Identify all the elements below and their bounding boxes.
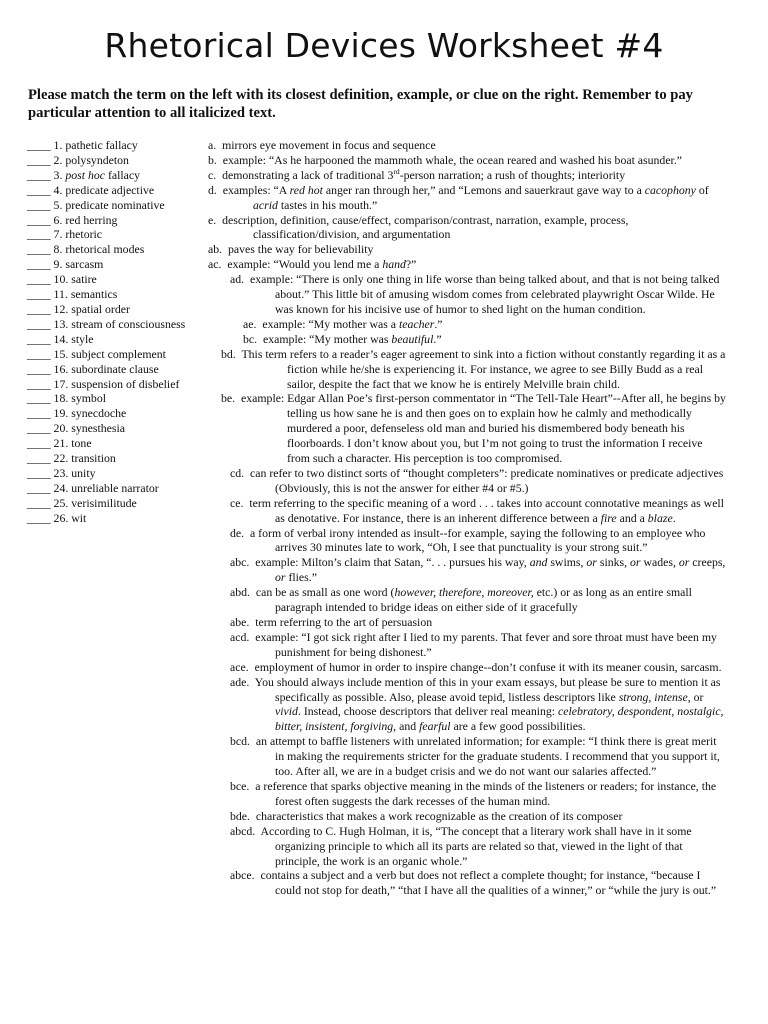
answer-blank: ____ <box>27 301 51 316</box>
answer-blank: ____ <box>27 227 51 242</box>
terms-list <box>27 138 207 526</box>
term-number: 7. <box>53 227 63 242</box>
answer-blank: ____ <box>27 510 51 525</box>
term-label: predicate adjective <box>65 182 155 197</box>
definition-bce <box>208 779 728 809</box>
term-number: 3. <box>53 167 63 182</box>
answer-blank: ____ <box>27 331 51 346</box>
term-number: 15. <box>53 346 69 361</box>
definition-ce <box>208 496 728 526</box>
term-label: tone <box>71 436 92 451</box>
def-text: According to C. Hugh Holman, it is, “The concept that a literary work shall have in it some organizing principle to which all its parts are related so that, viewed in the light of that principle, the work is an organic whole.” <box>260 823 692 868</box>
term-number: 19. <box>53 406 69 421</box>
def-text: example: “My mother was a <box>262 316 399 331</box>
def-letter: abcd. <box>230 823 256 838</box>
term-label: subordinate clause <box>71 361 159 376</box>
def-letter: be. <box>221 391 236 406</box>
def-text: can refer to two distinct sorts of “thought completers”: predicate nominatives or predicate adjectives (Obviously, this is not the answer for either #4 or #5.) <box>250 465 724 495</box>
def-letter: e. <box>208 212 217 227</box>
term-number: 26. <box>53 510 69 525</box>
definition-cd <box>208 466 728 496</box>
term-label: style <box>71 331 94 346</box>
term-item <box>27 168 207 183</box>
def-text: -person narration; a rush of thoughts; interiority <box>399 167 626 182</box>
definition-ade <box>208 675 728 735</box>
def-text: an attempt to baffle listeners with unrelated information; for example: “I think there is great merit in making the requirements stricter for the graduate students. I recommend that you support it, too. After all, we are in a budget crisis and we do not want our salaries affected.” <box>255 734 720 779</box>
def-letter: c. <box>208 167 217 182</box>
definition-d <box>208 183 728 213</box>
def-text: or <box>690 689 704 704</box>
term-label: red herring <box>65 212 118 227</box>
def-text: employment of humor in order to inspire change--don’t confuse it with its meaner cousin, sarcasm. <box>254 659 722 674</box>
def-text: example: “As he harpooned the mammoth whale, the ocean reared and washed his boat asunder.” <box>222 152 683 167</box>
def-italic: cacophony <box>644 182 696 197</box>
def-text: description, definition, cause/effect, comparison/contrast, narration, example, process, classification/division, and argumentation <box>222 212 629 242</box>
term-label: synecdoche <box>71 406 127 421</box>
term-number: 4. <box>53 182 63 197</box>
def-italic: fire <box>600 510 617 525</box>
definition-bde <box>208 809 728 824</box>
def-italic: vivid <box>275 704 298 719</box>
definition-be <box>208 391 728 466</box>
def-text: This term refers to a reader’s eager agreement to sink into a fiction without constantly regarding it as a fiction while he/she is experiencing it. For instance, we agree to see Billy Budd as a real sailor, despite the fact that we know he is entirely Melville brain child. <box>241 346 726 391</box>
def-text: characteristics that makes a work recognizable as the creation of its composer <box>255 808 623 823</box>
term-item <box>27 451 207 466</box>
term-item <box>27 377 207 392</box>
def-text: example: “I got sick right after I lied to my parents. That fever and sore throat must have been my punishment for being dishonest.” <box>255 629 717 659</box>
answer-blank: ____ <box>27 391 51 406</box>
def-letter: a. <box>208 138 217 152</box>
def-text: swims, <box>547 555 587 570</box>
def-text: are a few good possibilities. <box>450 719 586 734</box>
definition-de <box>208 526 728 556</box>
term-label: symbol <box>71 391 106 406</box>
def-text: . <box>672 510 676 525</box>
answer-blank: ____ <box>27 152 51 167</box>
def-text: demonstrating a lack of traditional 3 <box>222 167 394 182</box>
term-label: satire <box>71 272 97 287</box>
term-label: spatial order <box>71 301 130 316</box>
answer-blank: ____ <box>27 376 51 391</box>
answer-blank: ____ <box>27 316 51 331</box>
def-text: and <box>396 719 420 734</box>
term-item <box>27 481 207 496</box>
term-label: polysyndeton <box>65 152 129 167</box>
def-text: tastes in his mouth.” <box>277 197 378 212</box>
term-number: 12. <box>53 301 69 316</box>
term-number: 5. <box>53 197 63 212</box>
def-letter: ac. <box>208 257 222 272</box>
term-number: 11. <box>53 287 68 302</box>
def-text: example: Edgar Allan Poe’s first-person commentator in “The Tell-Tale Heart”--After all, he begins by telling us how sane he is and then goes on to explain how he calmly and methodically murdered a poor, defenseless old man and buried his dismembered body beneath his floorboards. I don’t know about you, but I’m not going to trust the information I receive from such a character. His perception is too compromised. <box>241 391 726 466</box>
def-letter: bcd. <box>230 734 250 749</box>
term-number: 14. <box>53 331 69 346</box>
def-italic: or <box>275 570 286 585</box>
term-item <box>27 511 207 526</box>
answer-blank: ____ <box>27 421 51 436</box>
term-item <box>27 242 207 257</box>
def-letter: ad. <box>230 272 245 287</box>
def-text: term referring to the specific meaning of a word . . . takes into account connotative meanings as well as denotative. For instance, there is an inherent difference between a <box>249 495 724 525</box>
def-letter: ade. <box>230 674 250 689</box>
def-text: sinks, <box>596 555 631 570</box>
definition-c <box>208 168 728 183</box>
term-item <box>27 302 207 317</box>
definition-a <box>208 138 728 153</box>
instructions: Please match the term on the left with its closest definition, example, or clue on the right. Remember to pay particular attention to all italicized text. <box>28 87 693 121</box>
def-text: mirrors eye movement in focus and sequence <box>222 138 436 152</box>
def-text: paves the way for believability <box>228 242 374 257</box>
def-italic: or <box>630 555 641 570</box>
def-text: .” <box>433 331 442 346</box>
term-label: semantics <box>70 287 118 302</box>
def-text: You should always include mention of this in your exam essays, but please be sure to mention it as specifically as possible. Also, please avoid tepid, listless descriptors like <box>254 674 721 704</box>
def-text: examples: “A <box>222 182 290 197</box>
def-letter: ace. <box>230 659 249 674</box>
definition-acd <box>208 630 728 660</box>
def-letter: acd. <box>230 629 250 644</box>
term-number: 9. <box>53 257 63 272</box>
def-text: and a <box>616 510 648 525</box>
term-item <box>27 272 207 287</box>
term-item <box>27 347 207 362</box>
def-italic: or <box>678 555 690 570</box>
def-letter: abce. <box>230 868 255 883</box>
def-italic: blaze <box>647 510 673 525</box>
answer-blank: ____ <box>27 346 51 361</box>
def-letter: abd. <box>230 585 250 600</box>
term-number: 25. <box>53 495 69 510</box>
term-label: verisimilitude <box>71 495 137 510</box>
definition-abc <box>208 555 728 585</box>
def-text: . Instead, choose descriptors that deliver real meaning: <box>297 704 559 719</box>
definition-b <box>208 153 728 168</box>
answer-blank: ____ <box>27 197 51 212</box>
def-letter: bc. <box>243 331 258 346</box>
def-text: creeps, <box>689 555 726 570</box>
term-item <box>27 362 207 377</box>
definition-ac <box>208 257 728 272</box>
definition-bcd <box>208 734 728 779</box>
term-item <box>27 466 207 481</box>
term-number: 2. <box>53 152 63 167</box>
def-text: anger ran through her,” and “Lemons and sauerkraut gave way to a <box>322 182 645 197</box>
term-number: 8. <box>53 242 63 257</box>
term-number: 24. <box>53 480 69 495</box>
def-text: example: “My mother was <box>263 331 392 346</box>
term-item <box>27 227 207 242</box>
answer-blank: ____ <box>27 167 51 182</box>
term-item <box>27 421 207 436</box>
definition-abe <box>208 615 728 630</box>
def-superscript: rd <box>393 166 400 176</box>
def-italic: red hot <box>289 182 323 197</box>
def-letter: ae. <box>243 316 257 331</box>
answer-blank: ____ <box>27 480 51 495</box>
def-italic: or <box>586 555 597 570</box>
term-number: 1. <box>53 138 63 152</box>
term-number: 23. <box>53 465 69 480</box>
def-letter: abe. <box>230 615 250 629</box>
term-number: 16. <box>53 361 69 376</box>
term-item <box>27 287 207 302</box>
term-item <box>27 332 207 347</box>
term-label: rhetorical modes <box>65 242 145 257</box>
term-number: 18. <box>53 391 69 406</box>
def-italic: hand <box>382 257 406 272</box>
answer-blank: ____ <box>27 406 51 421</box>
term-item <box>27 436 207 451</box>
definition-e <box>208 213 728 243</box>
term-item <box>27 198 207 213</box>
def-letter: ab. <box>208 242 223 257</box>
def-text: a reference that sparks objective meaning in the minds of the listeners or readers; for instance, the forest often suggests the dark recesses of the human mind. <box>255 778 717 808</box>
term-number: 20. <box>53 421 69 436</box>
def-text: contains a subject and a verb but does not reflect a complete thought; for instance, “because I could not stop for death,” “that I have all the qualities of a winner,” or “while the jury is out.” <box>260 868 717 898</box>
term-label: suspension of disbelief <box>71 376 180 391</box>
def-letter: bd. <box>221 346 236 361</box>
term-number: 10. <box>53 272 69 287</box>
answer-blank: ____ <box>27 182 51 197</box>
def-text: a form of verbal irony intended as insult--for example, saying the following to an employee who arrives 30 minutes late to work, “Oh, I see that punctuality is your strong suit.” <box>250 525 706 555</box>
def-letter: de. <box>230 525 245 540</box>
term-label: pathetic fallacy <box>65 138 138 152</box>
term-item <box>27 391 207 406</box>
term-label: sarcasm <box>65 257 104 272</box>
term-number: 6. <box>53 212 63 227</box>
def-letter: b. <box>208 152 217 167</box>
definitions-list <box>208 138 728 898</box>
term-number: 21. <box>53 436 69 451</box>
answer-blank: ____ <box>27 257 51 272</box>
definition-abce <box>208 868 728 898</box>
term-number: 22. <box>53 451 69 466</box>
answer-blank: ____ <box>27 361 51 376</box>
def-italic: and <box>529 555 548 570</box>
def-italic: fearful <box>419 719 451 734</box>
def-text: example: “Would you lend me a <box>227 257 383 272</box>
def-text: example: Milton’s claim that Satan, “. . . pursues his way, <box>255 555 530 570</box>
def-italic: teacher <box>398 316 435 331</box>
answer-blank: ____ <box>27 465 51 480</box>
term-label: synesthesia <box>71 421 125 436</box>
term-label: fallacy <box>105 167 141 182</box>
def-italic: beautiful <box>391 331 434 346</box>
def-text: example: “There is only one thing in life worse than being talked about, and that is not being talked about.” This little bit of amusing wisdom comes from celebrated playwright Oscar Wilde. He was known for his incisive use of humor to shed light on the human condition. <box>250 272 720 316</box>
def-letter: bde. <box>230 808 250 823</box>
page-title: Rhetorical Devices Worksheet #4 <box>104 26 664 65</box>
definition-abcd <box>208 824 728 869</box>
definition-bd <box>208 347 728 392</box>
term-item <box>27 496 207 511</box>
def-text: flies.” <box>285 570 317 585</box>
answer-blank: ____ <box>27 242 51 257</box>
def-text: .” <box>434 316 443 331</box>
term-label: unity <box>71 465 96 480</box>
definition-ace <box>208 660 728 675</box>
term-item <box>27 317 207 332</box>
term-number: 17. <box>53 376 69 391</box>
term-item <box>27 138 207 153</box>
term-label: predicate nominative <box>65 197 165 212</box>
definition-ad <box>208 272 728 317</box>
answer-blank: ____ <box>27 436 51 451</box>
def-text: of <box>695 182 709 197</box>
def-italic: strong, intense, <box>618 689 691 704</box>
def-letter: d. <box>208 182 217 197</box>
term-label: subject complement <box>71 346 166 361</box>
def-italic: however, therefore, moreover, <box>394 585 534 600</box>
term-label-italic: post hoc <box>65 167 106 182</box>
term-item <box>27 153 207 168</box>
def-text: can be as small as one word ( <box>255 585 395 600</box>
def-letter: abc. <box>230 555 250 570</box>
answer-blank: ____ <box>27 451 51 466</box>
def-italic: acrid <box>253 197 278 212</box>
def-letter: bce. <box>230 778 250 793</box>
term-item <box>27 183 207 198</box>
term-label: stream of consciousness <box>71 316 186 331</box>
term-item <box>27 213 207 228</box>
definition-ab <box>208 242 728 257</box>
definition-abd <box>208 585 728 615</box>
definition-bc <box>208 332 728 347</box>
answer-blank: ____ <box>27 495 51 510</box>
term-number: 13. <box>53 316 69 331</box>
def-text: term referring to the art of persuasion <box>255 615 433 629</box>
term-label: unreliable narrator <box>71 480 159 495</box>
answer-blank: ____ <box>27 138 51 152</box>
answer-blank: ____ <box>27 272 51 287</box>
term-label: rhetoric <box>65 227 103 242</box>
def-letter: ce. <box>230 495 244 510</box>
def-italic: celebratory, despondent, nostalgic, bitter, insistent, forgiving, <box>275 704 724 734</box>
answer-blank: ____ <box>27 212 51 227</box>
term-item <box>27 406 207 421</box>
answer-blank: ____ <box>27 287 51 302</box>
def-text: ?” <box>405 257 417 272</box>
def-text: etc.) or as long as an entire small paragraph intended to bridge ideas on either side of it gracefully <box>275 585 692 615</box>
definition-ae <box>208 317 728 332</box>
def-letter: cd. <box>230 465 245 480</box>
term-item <box>27 257 207 272</box>
term-label: transition <box>71 451 116 466</box>
term-label: wit <box>71 510 87 525</box>
def-text: wades, <box>640 555 679 570</box>
